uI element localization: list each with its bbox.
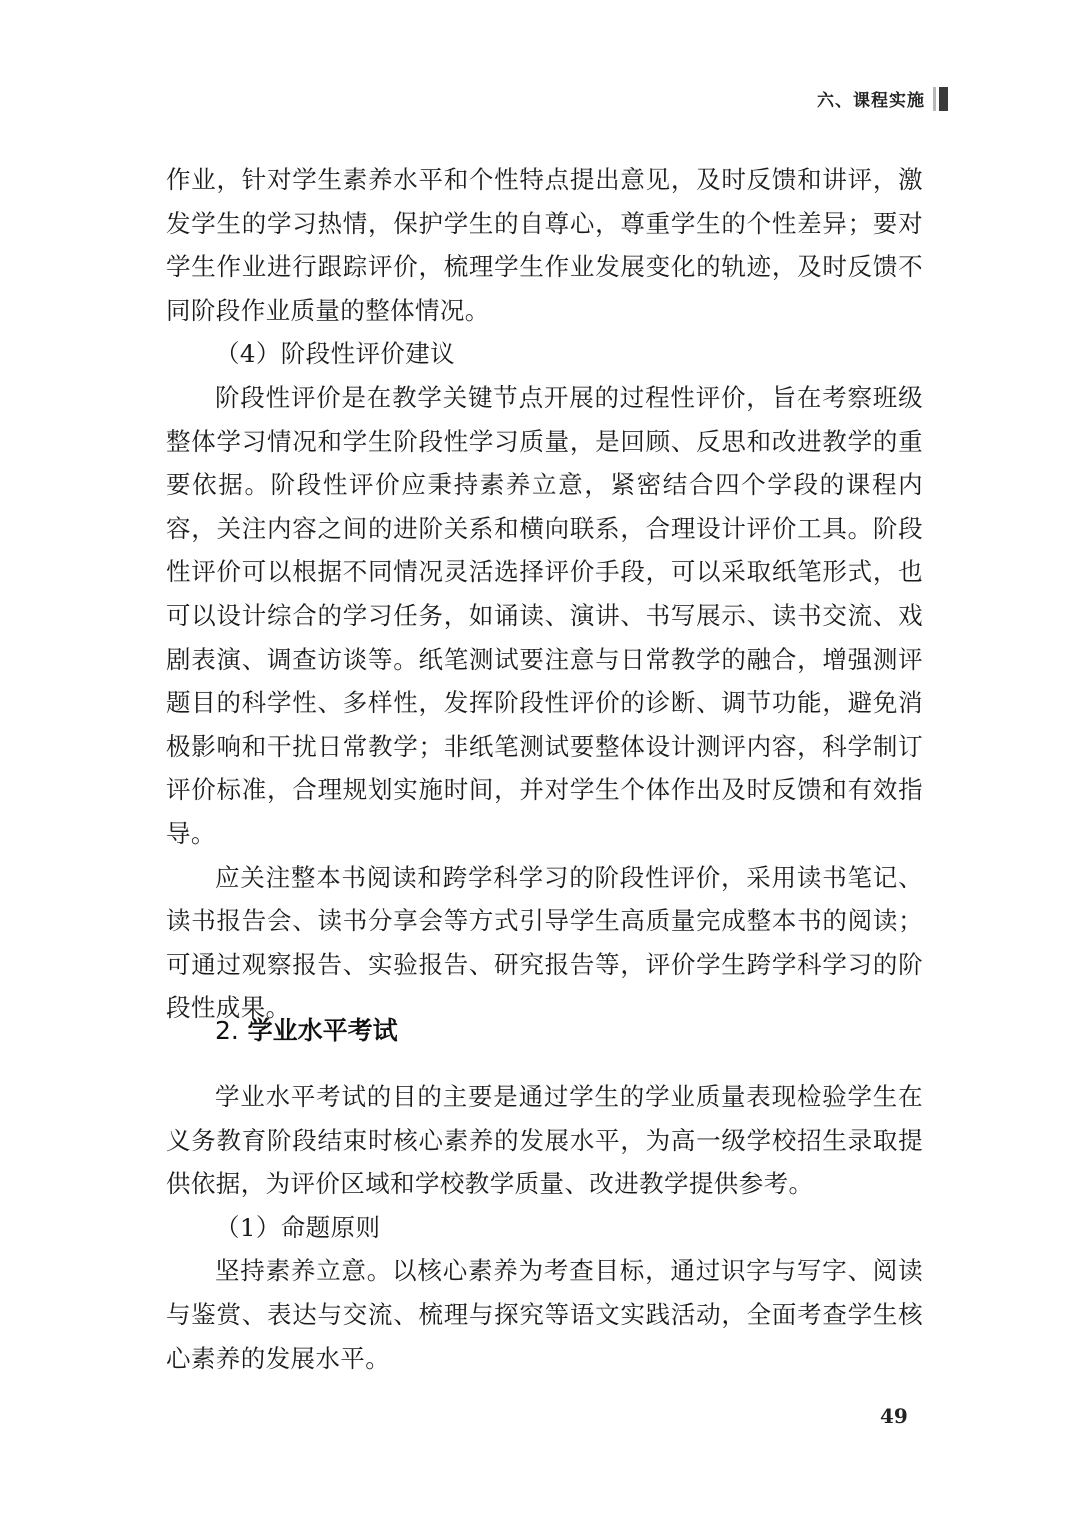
- page-number: 49: [880, 1404, 908, 1428]
- paragraph-principles: 坚持素养立意。以核心素养为考查目标，通过识字与写字、阅读与鉴赏、表达与交流、梳理与探究等语文实践活动，全面考查学生核心素养的发展水平。: [166, 1256, 923, 1373]
- paragraph-whole-book-reading: 应关注整本书阅读和跨学科学习的阶段性评价，采用读书笔记、读书报告会、读书分享会等方式引导学生高质量完成整本书的阅读；可通过观察报告、实验报告、研究报告等，评价学生跨学科学习的阶段性成果。: [166, 862, 923, 1023]
- body-text-upper: [166, 158, 923, 1030]
- subheading-stage-evaluation: （4）阶段性评价建议: [215, 339, 456, 369]
- body-text-lower: [166, 1075, 923, 1380]
- paragraph-exam-purpose: 学业水平考试的目的主要是通过学生的学业质量表现检验学生在义务教育阶段结束时核心素养的发展水平，为高一级学校招生录取提供依据，为评价区域和学校教学质量、改进教学提供参考。: [166, 1082, 923, 1199]
- section-number: 2.: [215, 1016, 239, 1045]
- section-heading: [215, 1011, 398, 1051]
- header-bar-marks: [933, 87, 948, 111]
- subheading-principles: （1）命题原则: [215, 1212, 381, 1242]
- running-header-title: 六、课程实施: [817, 91, 925, 111]
- paragraph-stage-evaluation: 阶段性评价是在教学关键节点开展的过程性评价，旨在考察班级整体学习情况和学生阶段性学习质量，是回顾、反思和改进教学的重要依据。阶段性评价应秉持素养立意，紧密结合四个学段的课程内容，关注内容之间的进阶关系和横向联系，合理设计评价工具。阶段性评价可以根据不同情况灵活选择评价手段，可以采取纸笔形式，也可以设计综合的学习任务，如诵读、演讲、书写展示、读书交流、戏剧表演、调查访谈等。纸笔测试要注意与日常教学的融合，增强测评题目的科学性、多样性，发挥阶段性评价的诊断、调节功能，避免消极影响和干扰日常教学；非纸笔测试要整体设计测评内容，科学制订评价标准，合理规划实施时间，并对学生个体作出及时反馈和有效指导。: [166, 382, 923, 848]
- header-bar-thin: [933, 87, 936, 111]
- header-bar-thick: [939, 87, 948, 111]
- section-title: 学业水平考试: [247, 1016, 398, 1045]
- continued-paragraph: 作业，针对学生素养水平和个性特点提出意见，及时反馈和讲评，激发学生的学习热情，保护学生的自尊心，尊重学生的个性差异；要对学生作业进行跟踪评价，梳理学生作业发展变化的轨迹，及时反馈不同阶段作业质量的整体情况。: [166, 165, 923, 325]
- running-header: [817, 86, 948, 111]
